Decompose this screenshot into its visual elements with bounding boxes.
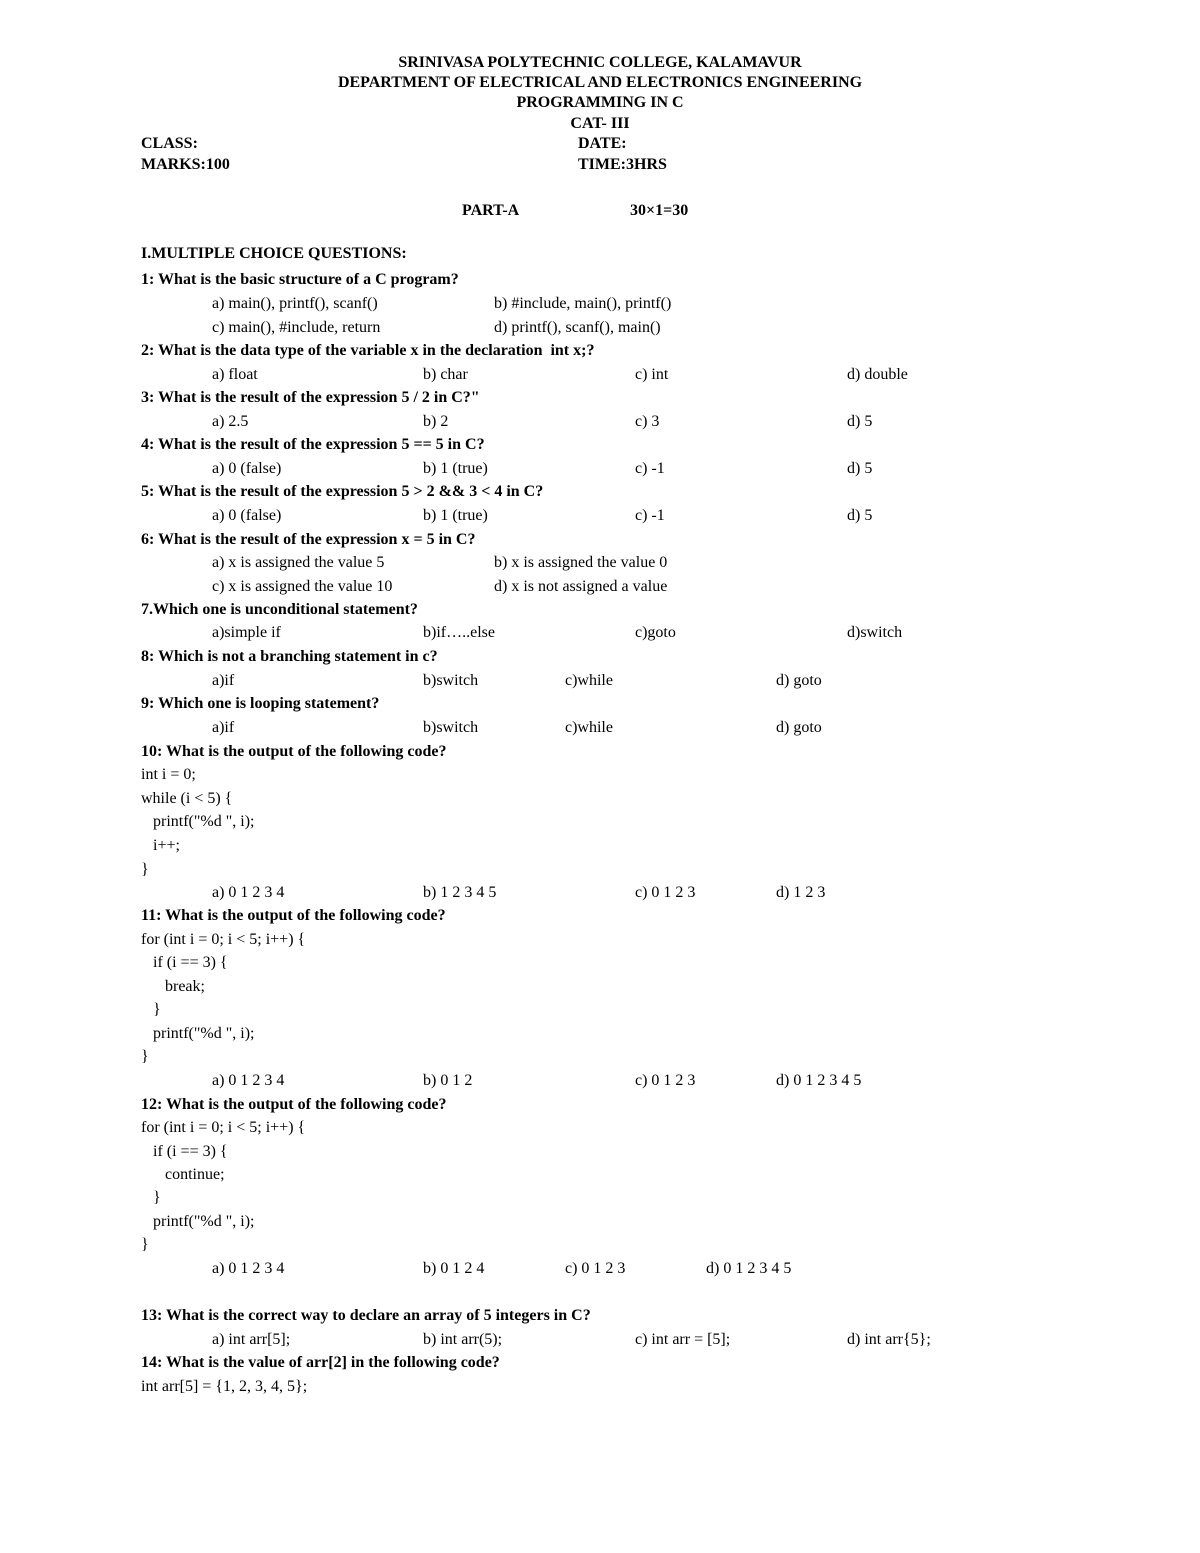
option-a: a) 0 1 2 3 4	[212, 1072, 285, 1089]
code-line: int i = 0;	[141, 766, 196, 783]
part-marks: 30×1=30	[630, 202, 689, 219]
option-d: d) x is not assigned a value	[494, 578, 668, 595]
option-a: a) 2.5	[212, 413, 249, 430]
option-c: c) -1	[635, 460, 665, 477]
option-c: c) -1	[635, 507, 665, 524]
code-line: i++;	[141, 837, 180, 854]
code-line: }	[141, 1189, 161, 1206]
code-line: continue;	[141, 1166, 225, 1183]
college-name: SRINIVASA POLYTECHNIC COLLEGE, KALAMAVUR	[398, 54, 802, 71]
question-11: 11: What is the output of the following code?	[141, 907, 446, 924]
option-a: a) int arr[5];	[212, 1331, 291, 1348]
question-6: 6: What is the result of the expression x = 5 in C?	[141, 531, 476, 548]
option-b: b) int arr(5);	[423, 1331, 503, 1348]
option-c: c) 3	[635, 413, 660, 430]
option-d: d) 0 1 2 3 4 5	[776, 1072, 862, 1089]
question-7: 7.Which one is unconditional statement?	[141, 601, 418, 618]
code-line: }	[141, 1236, 149, 1253]
option-c: c) int arr = [5];	[635, 1331, 731, 1348]
option-d: d) double	[847, 366, 908, 383]
question-5: 5: What is the result of the expression 5 > 2 && 3 < 4 in C?	[141, 483, 544, 500]
code-line: for (int i = 0; i < 5; i++) {	[141, 931, 306, 948]
code-line: printf("%d ", i);	[141, 1025, 255, 1042]
option-b: b) 2	[423, 413, 449, 430]
time-label: TIME:3HRS	[578, 156, 667, 173]
option-d: d) goto	[776, 719, 822, 736]
option-d: d) 5	[847, 460, 873, 477]
option-a: a)if	[212, 719, 235, 736]
option-a: a) 0 (false)	[212, 460, 282, 477]
class-label: CLASS:	[141, 135, 198, 152]
question-8: 8: Which is not a branching statement in c?	[141, 648, 438, 665]
option-d: d) 1 2 3	[776, 884, 826, 901]
option-c: c)while	[565, 672, 613, 689]
option-a: a) 0 (false)	[212, 507, 282, 524]
subject-name: PROGRAMMING IN C	[516, 94, 684, 111]
code-line: if (i == 3) {	[141, 1143, 228, 1160]
option-b: b) char	[423, 366, 468, 383]
option-a: a) x is assigned the value 5	[212, 554, 385, 571]
option-c: c) main(), #include, return	[212, 319, 381, 336]
code-line: }	[141, 1048, 149, 1065]
option-d: d)switch	[847, 624, 903, 641]
code-line: while (i < 5) {	[141, 790, 233, 807]
code-line: int arr[5] = {1, 2, 3, 4, 5};	[141, 1378, 308, 1395]
option-b: b) 1 (true)	[423, 507, 488, 524]
option-b: b) 1 (true)	[423, 460, 488, 477]
option-b: b) 0 1 2	[423, 1072, 473, 1089]
option-b: b)switch	[423, 719, 479, 736]
option-d: d) printf(), scanf(), main()	[494, 319, 661, 336]
option-a: a)if	[212, 672, 235, 689]
question-4: 4: What is the result of the expression 5 == 5 in C?	[141, 436, 485, 453]
marks-label: MARKS:100	[141, 156, 230, 173]
option-a: a) float	[212, 366, 258, 383]
option-c: c) int	[635, 366, 669, 383]
option-c: c) 0 1 2 3	[635, 884, 696, 901]
option-d: d) goto	[776, 672, 822, 689]
option-c: c) 0 1 2 3	[635, 1072, 696, 1089]
option-c: c)goto	[635, 624, 676, 641]
option-d: d) int arr{5};	[847, 1331, 931, 1348]
option-d: d) 0 1 2 3 4 5	[706, 1260, 792, 1277]
option-c: c) 0 1 2 3	[565, 1260, 626, 1277]
question-9: 9: Which one is looping statement?	[141, 695, 380, 712]
option-d: d) 5	[847, 413, 873, 430]
code-line: printf("%d ", i);	[141, 1213, 255, 1230]
question-14: 14: What is the value of arr[2] in the following code?	[141, 1354, 500, 1371]
question-10: 10: What is the output of the following code?	[141, 743, 447, 760]
code-line: printf("%d ", i);	[141, 813, 255, 830]
option-a: a) 0 1 2 3 4	[212, 884, 285, 901]
code-line: break;	[141, 978, 205, 995]
option-d: d) 5	[847, 507, 873, 524]
question-2: 2: What is the data type of the variable x in the declaration int x;?	[141, 342, 595, 359]
code-line: for (int i = 0; i < 5; i++) {	[141, 1119, 306, 1136]
option-b: b)switch	[423, 672, 479, 689]
option-b: b) x is assigned the value 0	[494, 554, 668, 571]
option-a: a)simple if	[212, 624, 281, 641]
question-12: 12: What is the output of the following code?	[141, 1096, 447, 1113]
option-b: b) 1 2 3 4 5	[423, 884, 497, 901]
option-a: a) main(), printf(), scanf()	[212, 295, 378, 312]
option-c: c)while	[565, 719, 613, 736]
code-line: }	[141, 861, 149, 878]
part-title: PART-A	[462, 202, 520, 219]
option-a: a) 0 1 2 3 4	[212, 1260, 285, 1277]
option-b: b) #include, main(), printf()	[494, 295, 672, 312]
section-title: I.MULTIPLE CHOICE QUESTIONS:	[141, 245, 407, 262]
code-line: if (i == 3) {	[141, 954, 228, 971]
department-name: DEPARTMENT OF ELECTRICAL AND ELECTRONICS ENGINEERING	[337, 74, 863, 91]
code-line: }	[141, 1001, 161, 1018]
question-1: 1: What is the basic structure of a C program?	[141, 271, 459, 288]
question-3: 3: What is the result of the expression 5 / 2 in C?"	[141, 389, 480, 406]
date-label: DATE:	[578, 135, 627, 152]
option-b: b) 0 1 2 4	[423, 1260, 485, 1277]
exam-name: CAT- III	[570, 115, 630, 132]
option-b: b)if…..else	[423, 624, 495, 641]
question-13: 13: What is the correct way to declare an array of 5 integers in C?	[141, 1307, 591, 1324]
option-c: c) x is assigned the value 10	[212, 578, 393, 595]
